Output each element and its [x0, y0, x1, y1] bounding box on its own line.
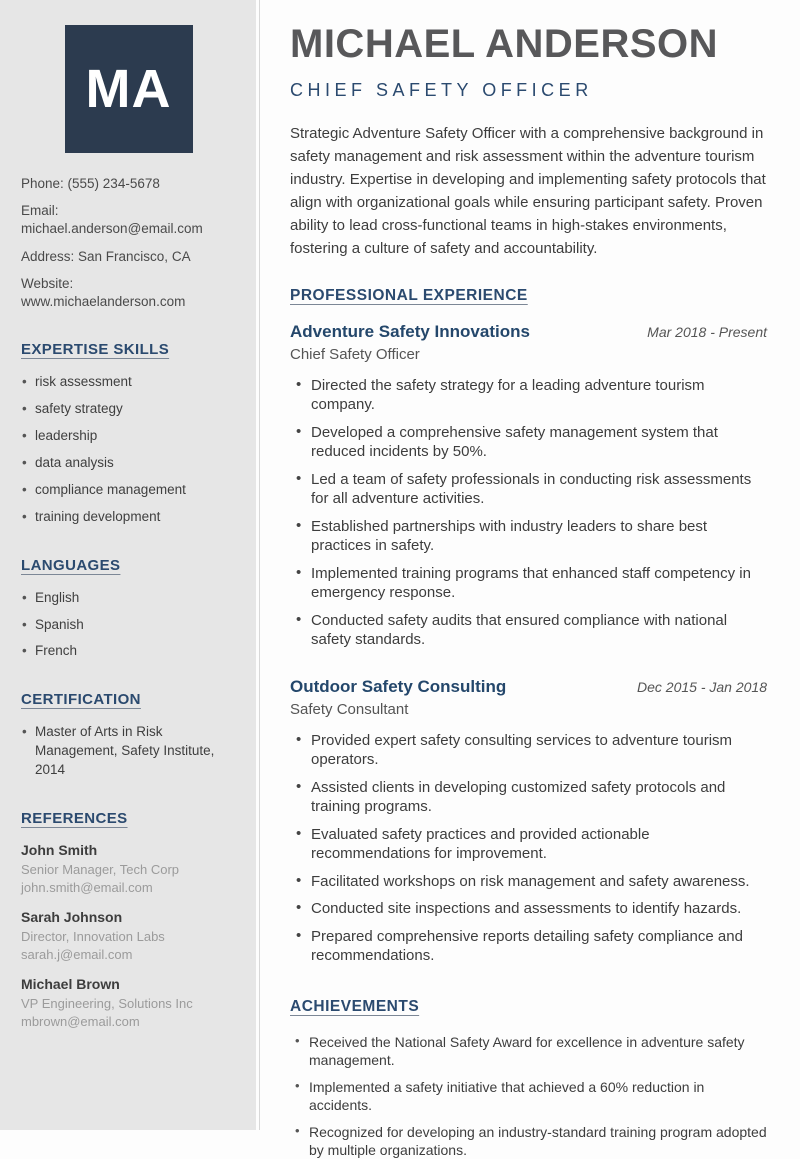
experience-entry: [290, 322, 767, 650]
reference-name: Sarah Johnson: [21, 909, 236, 925]
language-item: • Spanish: [21, 616, 236, 635]
reference-name: John Smith: [21, 842, 236, 858]
job-bullet: • Prepared comprehensive reports detailing safety compliance and recommendations.: [290, 927, 767, 966]
sidebar: [0, 0, 256, 1130]
job-company: Outdoor Safety Consulting: [290, 677, 506, 697]
languages-heading: LANGUAGES: [21, 557, 236, 574]
reference-email: sarah.j@email.com: [21, 946, 236, 964]
reference-email: mbrown@email.com: [21, 1013, 236, 1031]
job-dates: Dec 2015 - Jan 2018: [637, 679, 767, 695]
job-bullet-list: [290, 376, 767, 650]
reference-email: john.smith@email.com: [21, 879, 236, 897]
contact-address: Address: San Francisco, CA: [21, 248, 236, 266]
job-header: [290, 322, 767, 342]
skill-item: • training development: [21, 508, 236, 527]
achievement-bullet: • Recognized for developing an industry-standard training program adopted by multiple organizations.: [290, 1123, 767, 1159]
person-job-title: CHIEF SAFETY OFFICER: [290, 80, 767, 101]
reference-title: VP Engineering, Solutions Inc: [21, 995, 236, 1013]
contact-email: Email: michael.anderson@email.com: [21, 202, 236, 238]
job-company: Adventure Safety Innovations: [290, 322, 530, 342]
job-bullet: • Developed a comprehensive safety management system that reduced incidents by 50%.: [290, 423, 767, 462]
reference-entry: [21, 909, 236, 963]
reference-title: Senior Manager, Tech Corp: [21, 861, 236, 879]
reference-name: Michael Brown: [21, 976, 236, 992]
job-bullet: • Conducted site inspections and assessments to identify hazards.: [290, 899, 767, 919]
experience-entry: [290, 677, 767, 966]
job-bullet: • Conducted safety audits that ensured compliance with national safety standards.: [290, 611, 767, 650]
achievements-list: [290, 1033, 767, 1159]
reference-entry: [21, 976, 236, 1030]
person-name: MICHAEL ANDERSON: [290, 24, 767, 64]
summary-paragraph: Strategic Adventure Safety Officer with a comprehensive background in safety management and risk assessment within the adventure tourism industry. Expertise in developing and implementing safety protocols that align with organizational goals while ensuring participant safety. Proven ability to lead cross-functional teams in high-stakes environments, fostering a culture of safety and accountability.: [290, 123, 767, 261]
job-role: Chief Safety Officer: [290, 346, 767, 363]
experience-heading: PROFESSIONAL EXPERIENCE: [290, 287, 767, 305]
skills-list: [21, 373, 236, 526]
job-bullet: • Assisted clients in developing customized safety protocols and training programs.: [290, 778, 767, 817]
skill-item: • compliance management: [21, 481, 236, 500]
languages-list: [21, 589, 236, 662]
job-bullet-list: [290, 731, 767, 966]
certification-heading: CERTIFICATION: [21, 691, 236, 708]
achievements-section: [290, 998, 767, 1159]
monogram-avatar: [65, 25, 193, 153]
contact-info: [21, 175, 236, 311]
monogram-initials: MA: [86, 58, 172, 120]
skill-item: • data analysis: [21, 454, 236, 473]
main-content: [260, 0, 800, 1130]
certification-list: [21, 723, 236, 780]
achievement-bullet: • Received the National Safety Award for excellence in adventure safety management.: [290, 1033, 767, 1070]
language-item: • French: [21, 642, 236, 661]
reference-title: Director, Innovation Labs: [21, 928, 236, 946]
job-bullet: • Directed the safety strategy for a leading adventure tourism company.: [290, 376, 767, 415]
job-bullet: • Established partnerships with industry leaders to share best practices in safety.: [290, 517, 767, 556]
references-list: [21, 842, 236, 1030]
job-header: [290, 677, 767, 697]
language-item: • English: [21, 589, 236, 608]
certification-item: • Master of Arts in Risk Management, Safety Institute, 2014: [21, 723, 236, 780]
references-heading: REFERENCES: [21, 810, 236, 827]
job-bullet: • Led a team of safety professionals in conducting risk assessments for all adventure activities.: [290, 470, 767, 509]
skill-item: • risk assessment: [21, 373, 236, 392]
achievements-heading: ACHIEVEMENTS: [290, 998, 767, 1016]
job-role: Safety Consultant: [290, 701, 767, 718]
job-dates: Mar 2018 - Present: [647, 324, 767, 340]
skill-item: • safety strategy: [21, 400, 236, 419]
reference-entry: [21, 842, 236, 896]
contact-phone: Phone: (555) 234-5678: [21, 175, 236, 193]
achievement-bullet: • Implemented a safety initiative that achieved a 60% reduction in accidents.: [290, 1078, 767, 1115]
job-bullet: • Evaluated safety practices and provided actionable recommendations for improvement.: [290, 825, 767, 864]
contact-website: Website: www.michaelanderson.com: [21, 275, 236, 311]
skills-heading: EXPERTISE SKILLS: [21, 341, 236, 358]
skill-item: • leadership: [21, 427, 236, 446]
job-bullet: • Provided expert safety consulting services to adventure tourism operators.: [290, 731, 767, 770]
job-bullet: • Implemented training programs that enhanced staff competency in emergency response.: [290, 564, 767, 603]
job-bullet: • Facilitated workshops on risk management and safety awareness.: [290, 872, 767, 892]
